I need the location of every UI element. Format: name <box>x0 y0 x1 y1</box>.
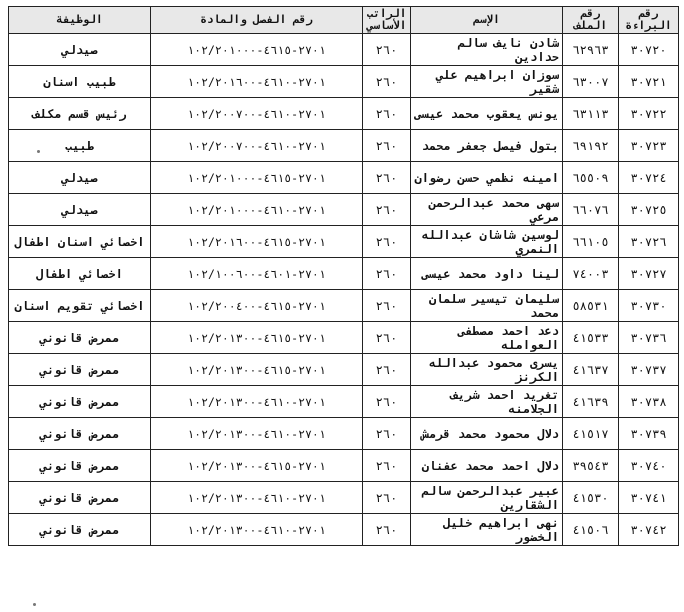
cell-job: ممرض قانوني <box>9 354 151 386</box>
cell-basic-salary: ٢٦٠ <box>363 130 411 162</box>
employee-table <box>8 6 679 546</box>
table-row <box>9 226 679 258</box>
cell-job: ممرض قانوني <box>9 418 151 450</box>
cell-file-no: ٤١٥٣٣ <box>563 322 619 354</box>
cell-account: ٢٧٠١-٤٦١٠-١٠٢/٢٠١٣٠٠ <box>151 514 363 546</box>
cell-job: صيدلي <box>9 34 151 66</box>
cell-file-no: ٥٨٥٣١ <box>563 290 619 322</box>
cell-account: ٢٧٠١-٤٦١٥-١٠٢/٢٠٠٤٠٠ <box>151 290 363 322</box>
cell-file-no: ٤١٦٣٩ <box>563 386 619 418</box>
cell-account: ٢٧٠١-٤٦١٥-١٠٢/٢٠١٦٠٠ <box>151 226 363 258</box>
table-row <box>9 418 679 450</box>
cell-name: لوسين شاشان عبدالله النمري <box>411 226 563 258</box>
cell-file-no: ٦٢٩٦٣ <box>563 34 619 66</box>
cell-name: يونس يعقوب محمد عيسى <box>411 98 563 130</box>
cell-basic-salary: ٢٦٠ <box>363 322 411 354</box>
cell-name: تغريد احمد شريف الجلامنه <box>411 386 563 418</box>
table-header-row <box>9 7 679 34</box>
cell-account: ٢٧٠١-٤٦١٥-١٠٢/٢٠١٣٠٠ <box>151 354 363 386</box>
table-row <box>9 354 679 386</box>
cell-receipt-no: ٣٠٧٤٠ <box>619 450 679 482</box>
cell-name: سليمان تيسير سلمان محمد <box>411 290 563 322</box>
cell-file-no: ٦٣٠٠٧ <box>563 66 619 98</box>
cell-receipt-no: ٣٠٧٢٠ <box>619 34 679 66</box>
cell-file-no: ٦٣١١٣ <box>563 98 619 130</box>
cell-account: ٢٧٠١-٤٦١٠-١٠٢/٢٠٠٧٠٠ <box>151 98 363 130</box>
cell-account: ٢٧٠١-٤٦١٠-١٠٢/٢٠١٣٠٠ <box>151 418 363 450</box>
cell-receipt-no: ٣٠٧٣٩ <box>619 418 679 450</box>
cell-receipt-no: ٣٠٧٤٢ <box>619 514 679 546</box>
cell-account: ٢٧٠١-٤٦١٥-١٠٢/٢٠١٠٠٠ <box>151 162 363 194</box>
cell-basic-salary: ٢٦٠ <box>363 450 411 482</box>
cell-file-no: ٤١٥٠٦ <box>563 514 619 546</box>
table-row <box>9 290 679 322</box>
table-row <box>9 386 679 418</box>
cell-receipt-no: ٣٠٧٢٣ <box>619 130 679 162</box>
cell-account: ٢٧٠١-٤٦١٠-١٠٢/٢٠١٣٠٠ <box>151 386 363 418</box>
cell-basic-salary: ٢٦٠ <box>363 66 411 98</box>
table-row <box>9 98 679 130</box>
table-row <box>9 66 679 98</box>
cell-job: طبيب <box>9 130 151 162</box>
table-row <box>9 450 679 482</box>
cell-name: امينه نظمي حسن رضوان <box>411 162 563 194</box>
cell-name: عبير عبدالرحمن سالم الشقارين <box>411 482 563 514</box>
cell-basic-salary: ٢٦٠ <box>363 514 411 546</box>
cell-account: ٢٧٠١-٤٦١٠-١٠٢/٢٠١٣٠٠ <box>151 482 363 514</box>
cell-receipt-no: ٣٠٧٣٧ <box>619 354 679 386</box>
header-job: الوظيفة <box>9 7 151 34</box>
scan-speck <box>37 150 40 153</box>
cell-job: رئيس قسم مكلف <box>9 98 151 130</box>
cell-receipt-no: ٣٠٧٣٠ <box>619 290 679 322</box>
table-row <box>9 162 679 194</box>
scan-speck <box>33 603 36 606</box>
cell-account: ٢٧٠١-٤٦١٠-١٠٢/٢٠١٦٠٠ <box>151 66 363 98</box>
cell-name: دعد احمد مصطفى العوامله <box>411 322 563 354</box>
cell-job: ممرض قانوني <box>9 386 151 418</box>
cell-basic-salary: ٢٦٠ <box>363 194 411 226</box>
table-body <box>9 34 679 546</box>
cell-name: سوزان ابراهيم علي شقير <box>411 66 563 98</box>
cell-name: شادن نايف سالم حدادين <box>411 34 563 66</box>
cell-job: طبيب اسنان <box>9 66 151 98</box>
cell-basic-salary: ٢٦٠ <box>363 98 411 130</box>
cell-account: ٢٧٠١-٤٦١٥-١٠٢/٢٠١٣٠٠ <box>151 450 363 482</box>
cell-receipt-no: ٣٠٧٣٦ <box>619 322 679 354</box>
cell-receipt-no: ٣٠٧٢٧ <box>619 258 679 290</box>
cell-account: ٢٧٠١-٤٦١٠-١٠٢/٢٠٠٧٠٠ <box>151 130 363 162</box>
cell-job: ممرض قانوني <box>9 322 151 354</box>
header-account: رقم الفصل والمادة <box>151 7 363 34</box>
cell-receipt-no: ٣٠٧٢٤ <box>619 162 679 194</box>
cell-receipt-no: ٣٠٧٢٢ <box>619 98 679 130</box>
cell-file-no: ٣٩٥٤٣ <box>563 450 619 482</box>
cell-job: صيدلي <box>9 162 151 194</box>
cell-file-no: ٦٥٥٠٩ <box>563 162 619 194</box>
cell-receipt-no: ٣٠٧٣٨ <box>619 386 679 418</box>
cell-receipt-no: ٣٠٧٢٥ <box>619 194 679 226</box>
cell-file-no: ٧٤٠٠٣ <box>563 258 619 290</box>
cell-job: اخصائي تقويم اسنان <box>9 290 151 322</box>
cell-account: ٢٧٠١-٤٦١٠-١٠٢/٢٠١٠٠٠ <box>151 194 363 226</box>
cell-account: ٢٧٠١-٤٦١٥-١٠٢/٢٠١٠٠٠ <box>151 34 363 66</box>
cell-basic-salary: ٢٦٠ <box>363 290 411 322</box>
cell-receipt-no: ٣٠٧٢٦ <box>619 226 679 258</box>
cell-file-no: ٦٦٠٧٦ <box>563 194 619 226</box>
cell-job: اخصائي اسنان اطفال <box>9 226 151 258</box>
cell-name: يسرى محمود عبدالله الكرنز <box>411 354 563 386</box>
table-row <box>9 194 679 226</box>
header-basic-salary: الراتب الأساسي <box>363 7 411 34</box>
cell-job: ممرض قانوني <box>9 450 151 482</box>
table-row <box>9 34 679 66</box>
table-row <box>9 514 679 546</box>
cell-basic-salary: ٢٦٠ <box>363 482 411 514</box>
cell-account: ٢٧٠١-٤٦٠١-١٠٢/١٠٠٦٠٠ <box>151 258 363 290</box>
cell-receipt-no: ٣٠٧٢١ <box>619 66 679 98</box>
cell-file-no: ٤١٥١٧ <box>563 418 619 450</box>
cell-job: صيدلي <box>9 194 151 226</box>
cell-file-no: ٤١٥٣٠ <box>563 482 619 514</box>
cell-name: دلال احمد محمد عفنان <box>411 450 563 482</box>
cell-basic-salary: ٢٦٠ <box>363 34 411 66</box>
cell-job: اخصائي اطفال <box>9 258 151 290</box>
cell-name: سهى محمد عبدالرحمن مرعي <box>411 194 563 226</box>
header-file-no: رقم الملف <box>563 7 619 34</box>
table-row <box>9 130 679 162</box>
cell-name: نهى ابراهيم خليل الخضور <box>411 514 563 546</box>
table-row <box>9 482 679 514</box>
cell-file-no: ٦٦١٠٥ <box>563 226 619 258</box>
cell-file-no: ٦٩١٩٢ <box>563 130 619 162</box>
cell-basic-salary: ٢٦٠ <box>363 258 411 290</box>
table-row <box>9 322 679 354</box>
cell-job: ممرض قانوني <box>9 482 151 514</box>
cell-account: ٢٧٠١-٤٦١٥-١٠٢/٢٠١٣٠٠ <box>151 322 363 354</box>
cell-basic-salary: ٢٦٠ <box>363 162 411 194</box>
cell-name: دلال محمود محمد قرمش <box>411 418 563 450</box>
cell-basic-salary: ٢٦٠ <box>363 386 411 418</box>
cell-basic-salary: ٢٦٠ <box>363 226 411 258</box>
cell-file-no: ٤١٦٣٧ <box>563 354 619 386</box>
header-receipt-no: رقم البراءة <box>619 7 679 34</box>
cell-job: ممرض قانوني <box>9 514 151 546</box>
table-row <box>9 258 679 290</box>
cell-basic-salary: ٢٦٠ <box>363 418 411 450</box>
cell-name: لينا داود محمد عيسى <box>411 258 563 290</box>
cell-name: بتول فيصل جعفر محمد <box>411 130 563 162</box>
cell-basic-salary: ٢٦٠ <box>363 354 411 386</box>
document-sheet <box>8 6 678 546</box>
header-name: الإسم <box>411 7 563 34</box>
cell-receipt-no: ٣٠٧٤١ <box>619 482 679 514</box>
